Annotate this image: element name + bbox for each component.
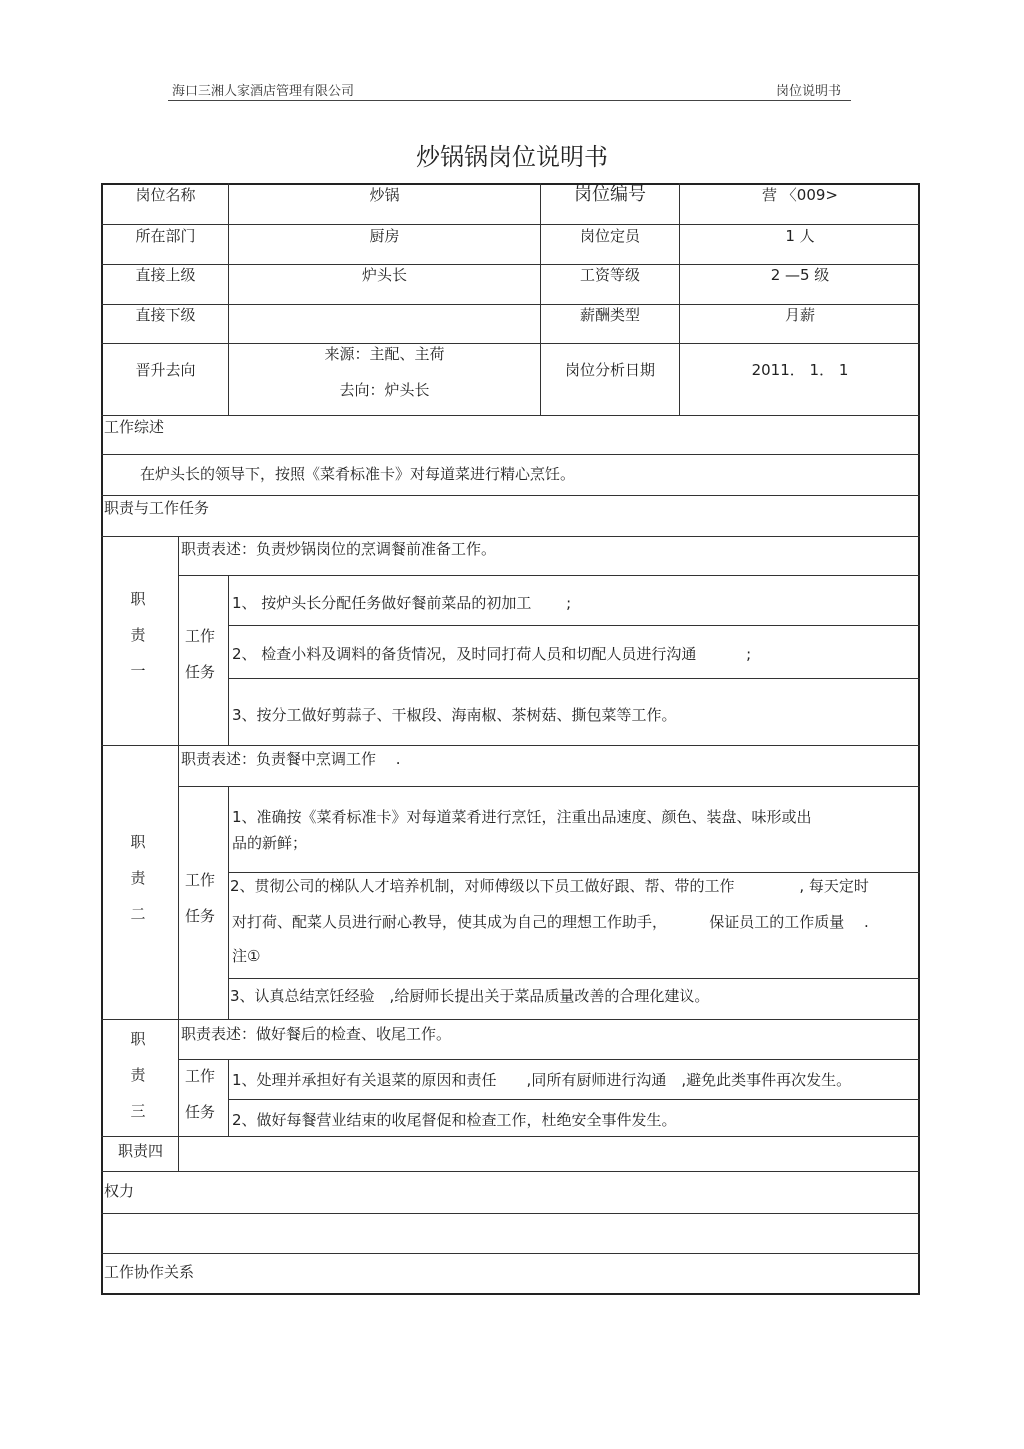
value-promotion-to: 去向：炉头长 — [339, 381, 430, 399]
value-promotion-from: 来源：主配、主荷 — [324, 345, 445, 363]
header-company: 海口三湘人家酒店管理有限公司 — [172, 84, 355, 99]
label-summary: 工作综述 — [104, 418, 165, 436]
value-pay-type: 月薪 — [784, 306, 815, 324]
duty1-task-label: 工作 任务 — [184, 627, 215, 681]
label-grade: 工资等级 — [579, 266, 640, 284]
header-divider — [168, 100, 851, 101]
label-promotion: 晋升去向 — [135, 361, 196, 379]
value-dept: 厨房 — [369, 227, 400, 245]
label-subordinate: 直接下级 — [135, 306, 196, 324]
duty2-desc: 职责表述：负责餐中烹调工作 . — [181, 750, 401, 768]
duty2-label: 职 责 二 — [130, 833, 146, 923]
duty1-label: 职 责 一 — [130, 590, 146, 680]
duty1-task-2: 2、 检查小料及调料的备货情况，及时同打荷人员和切配人员进行沟通 ; — [232, 645, 752, 663]
duty3-label: 职 责 三 — [130, 1030, 146, 1120]
value-grade: 2 —5 级 — [770, 266, 830, 284]
label-authority: 权力 — [104, 1182, 135, 1200]
value-headcount: 1 人 — [785, 227, 815, 245]
value-post-name: 炒锅 — [369, 186, 400, 204]
duty4-label: 职责四 — [117, 1142, 163, 1160]
duty3-task-2: 2、做好每餐营业结束的收尾督促和检查工作，杜绝安全事件发生。 — [232, 1111, 677, 1129]
value-analysis-date: 2011． 1． 1 — [751, 361, 849, 379]
label-pay-type: 薪酬类型 — [579, 306, 640, 324]
duty2-task-1-line2: 品的新鲜； — [232, 834, 308, 852]
label-post-name: 岗位名称 — [135, 186, 196, 204]
duty2-task-2-line2: 对打荷、配菜人员进行耐心教导，使其成为自己的理想工作助手， 保证员工的工作质量 . — [232, 913, 869, 931]
duty2-task-label: 工作 任务 — [184, 871, 215, 925]
duty2-task-1-line1: 1、准确按《菜肴标准卡》对每道菜肴进行烹饪，注重出品速度、颜色、装盘、味形或出 — [232, 808, 812, 826]
duty3-task-label: 工作 任务 — [184, 1067, 215, 1121]
value-superior: 炉头长 — [361, 266, 407, 284]
duty2-task-3: 3、认真总结烹饪经验 ,给厨师长提出关于菜品质量改善的合理化建议。 — [230, 987, 710, 1005]
header-doc-type: 岗位说明书 — [776, 84, 842, 99]
summary-text: 在炉头长的领导下，按照《菜肴标准卡》对每道菜进行精心烹饪。 — [140, 465, 576, 483]
duty1-desc: 职责表述：负责炒锅岗位的烹调餐前准备工作。 — [181, 540, 497, 558]
duty1-task-1: 1、 按炉头长分配任务做好餐前菜品的初加工 ; — [232, 594, 572, 612]
label-dept: 所在部门 — [135, 227, 196, 245]
duty1-task-3: 3、按分工做好剪蒜子、干椒段、海南椒、茶树菇、撕包菜等工作。 — [232, 706, 677, 724]
value-post-no: 营 〈009> — [762, 186, 838, 204]
label-analysis-date: 岗位分析日期 — [564, 361, 655, 379]
duty3-desc: 职责表述：做好餐后的检查、收尾工作。 — [181, 1025, 452, 1043]
document-title: 炒锅锅岗位说明书 — [416, 143, 608, 171]
label-duties: 职责与工作任务 — [104, 499, 210, 517]
duty2-task-2-line3: 注① — [232, 947, 261, 965]
duty2-task-2-line1: 2、贯彻公司的梯队人才培养机制，对师傅级以下员工做好跟、帮、带的工作 , 每天定时 — [230, 877, 869, 895]
duty3-task-1: 1、处理并承担好有关退菜的原因和责任 ,同所有厨师进行沟通 ,避免此类事件再次发生。 — [232, 1071, 852, 1089]
label-superior: 直接上级 — [135, 266, 196, 284]
label-cooperation: 工作协作关系 — [104, 1263, 195, 1281]
label-post-no: 岗位编号 — [574, 184, 646, 205]
label-headcount: 岗位定员 — [579, 227, 640, 245]
